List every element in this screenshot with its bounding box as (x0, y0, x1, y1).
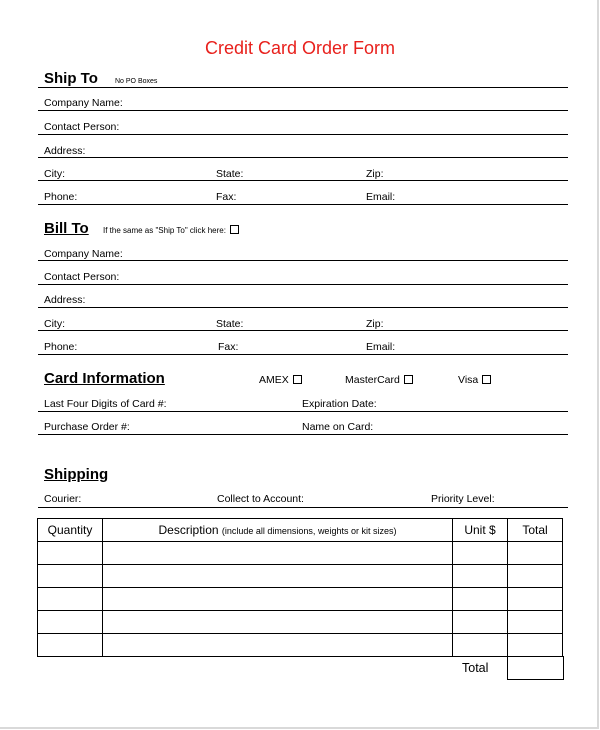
expiration-label: Expiration Date: (302, 398, 377, 410)
cell-quantity[interactable] (38, 542, 103, 565)
page-title: Credit Card Order Form (204, 38, 396, 58)
cell-description[interactable] (103, 611, 453, 634)
ship-state-label: State: (216, 168, 244, 180)
col-total: Total (508, 519, 563, 542)
cell-description[interactable] (103, 634, 453, 657)
col-quantity: Quantity (38, 519, 103, 542)
cell-unit-price[interactable] (453, 634, 508, 657)
cell-unit-price[interactable] (453, 611, 508, 634)
bill-address-label: Address: (44, 294, 86, 306)
name-on-card-label: Name on Card: (302, 421, 374, 433)
bill-city-label: City: (44, 318, 65, 330)
grand-total-label: Total (462, 661, 489, 675)
order-items-table (37, 518, 563, 657)
ship-city-label: City: (44, 168, 65, 180)
bill-company-label: Company Name: (44, 248, 123, 260)
visa-label: Visa (458, 374, 479, 386)
collect-to-account-label: Collect to Account: (217, 493, 304, 505)
ship-fax-label: Fax: (216, 191, 237, 203)
ship-company-label: Company Name: (44, 97, 123, 109)
col-unit-price: Unit $ (453, 519, 508, 542)
card-last-four-expiration-field[interactable] (38, 411, 568, 412)
cell-total[interactable] (508, 542, 563, 565)
bill-email-label: Email: (366, 341, 396, 353)
bill-phone-label: Phone: (44, 341, 78, 353)
amex-label: AMEX (259, 374, 289, 386)
same-as-ship-checkbox[interactable] (230, 225, 239, 234)
cell-total[interactable] (508, 588, 563, 611)
ship-address-label: Address: (44, 145, 86, 157)
last-four-label: Last Four Digits of Card #: (44, 398, 167, 410)
col-description-label: Description (158, 523, 219, 537)
shipping-field[interactable] (38, 507, 568, 508)
cell-total[interactable] (508, 565, 563, 588)
ship-to-note: No PO Boxes (115, 78, 158, 85)
bill-zip-label: Zip: (366, 318, 384, 330)
bill-address-field[interactable] (38, 307, 568, 308)
table-row[interactable] (38, 588, 563, 611)
courier-label: Courier: (44, 493, 82, 505)
ship-email-label: Email: (366, 191, 396, 203)
cell-description[interactable] (103, 588, 453, 611)
cell-description[interactable] (103, 565, 453, 588)
ship-address-field[interactable] (38, 157, 568, 158)
priority-level-label: Priority Level: (431, 493, 495, 505)
col-description (103, 519, 453, 542)
table-header-row (38, 519, 563, 542)
visa-checkbox[interactable] (482, 375, 491, 384)
bill-to-note-text: If the same as "Ship To" click here: (103, 226, 226, 235)
grand-total-field[interactable] (507, 656, 564, 680)
ship-contact-field[interactable] (38, 134, 568, 135)
card-info-heading: Card Information (44, 370, 165, 387)
table-row[interactable] (38, 634, 563, 657)
cell-quantity[interactable] (38, 611, 103, 634)
ship-city-state-zip-field[interactable] (38, 180, 568, 181)
ship-zip-label: Zip: (366, 168, 384, 180)
amex-checkbox[interactable] (293, 375, 302, 384)
ship-to-top-rule (38, 87, 568, 88)
bill-to-note (103, 226, 239, 235)
ship-phone-label: Phone: (44, 191, 78, 203)
card-po-name-field[interactable] (38, 434, 568, 435)
bill-contact-field[interactable] (38, 284, 568, 285)
ship-contact-label: Contact Person: (44, 121, 120, 133)
ship-phone-fax-email-field[interactable] (38, 204, 568, 205)
bill-company-field[interactable] (38, 260, 568, 261)
col-description-note: (include all dimensions, weights or kit sizes) (221, 526, 397, 536)
mastercard-option[interactable] (345, 374, 413, 386)
cell-description[interactable] (103, 542, 453, 565)
bill-state-label: State: (216, 318, 244, 330)
bill-fax-label: Fax: (218, 341, 239, 353)
cell-quantity[interactable] (38, 634, 103, 657)
cell-total[interactable] (508, 634, 563, 657)
table-row[interactable] (38, 565, 563, 588)
mastercard-label: MasterCard (345, 374, 400, 386)
cell-unit-price[interactable] (453, 588, 508, 611)
purchase-order-label: Purchase Order #: (44, 421, 130, 433)
table-row[interactable] (38, 611, 563, 634)
ship-company-field[interactable] (38, 110, 568, 111)
bill-to-heading: Bill To (44, 220, 89, 237)
cell-quantity[interactable] (38, 588, 103, 611)
cell-unit-price[interactable] (453, 565, 508, 588)
visa-option[interactable] (458, 374, 491, 386)
shipping-heading: Shipping (44, 466, 109, 483)
cell-total[interactable] (508, 611, 563, 634)
amex-option[interactable] (259, 374, 302, 386)
cell-unit-price[interactable] (453, 542, 508, 565)
bill-phone-fax-email-field[interactable] (38, 354, 568, 355)
ship-to-heading: Ship To (44, 70, 98, 87)
cell-quantity[interactable] (38, 565, 103, 588)
mastercard-checkbox[interactable] (404, 375, 413, 384)
bill-contact-label: Contact Person: (44, 271, 120, 283)
bill-city-state-zip-field[interactable] (38, 330, 568, 331)
table-row[interactable] (38, 542, 563, 565)
